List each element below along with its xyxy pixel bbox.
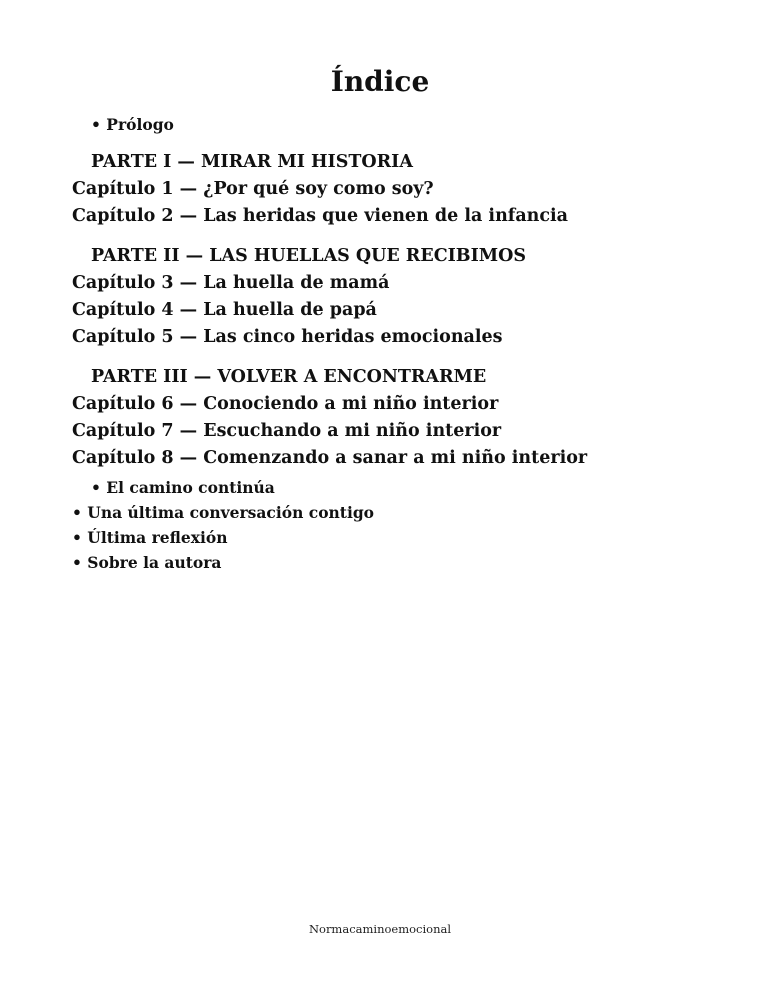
toc-chapter-4: Capítulo 4 — La huella de papá [72,300,377,320]
toc-entry-reflexion: • Última reflexión [72,528,228,547]
page-footer: Normacaminoemocional [308,922,452,936]
toc-entry-prologue: • Prólogo [91,115,174,134]
toc-part-3: PARTE III — VOLVER A ENCONTRARME [91,367,487,387]
toc-part-2: PARTE II — LAS HUELLAS QUE RECIBIMOS [91,246,527,266]
table-of-contents [72,112,712,575]
page-title: Índice [330,65,430,98]
toc-entry-conversacion: • Una última conversación contigo [72,503,375,522]
toc-entry-autora: • Sobre la autora [72,553,222,572]
toc-chapter-2: Capítulo 2 — Las heridas que vienen de la infancia [72,206,569,226]
toc-chapter-5: Capítulo 5 — Las cinco heridas emocionales [72,327,503,347]
toc-chapter-1: Capítulo 1 — ¿Por qué soy como soy? [72,179,434,199]
toc-chapter-7: Capítulo 7 — Escuchando a mi niño interior [72,421,502,441]
toc-part-1: PARTE I — MIRAR MI HISTORIA [91,152,413,172]
toc-chapter-8: Capítulo 8 — Comenzando a sanar a mi niño interior [72,448,588,468]
toc-chapter-6: Capítulo 6 — Conociendo a mi niño interior [72,394,499,414]
toc-chapter-3: Capítulo 3 — La huella de mamá [72,273,390,293]
toc-entry-continua: • El camino continúa [91,478,275,497]
